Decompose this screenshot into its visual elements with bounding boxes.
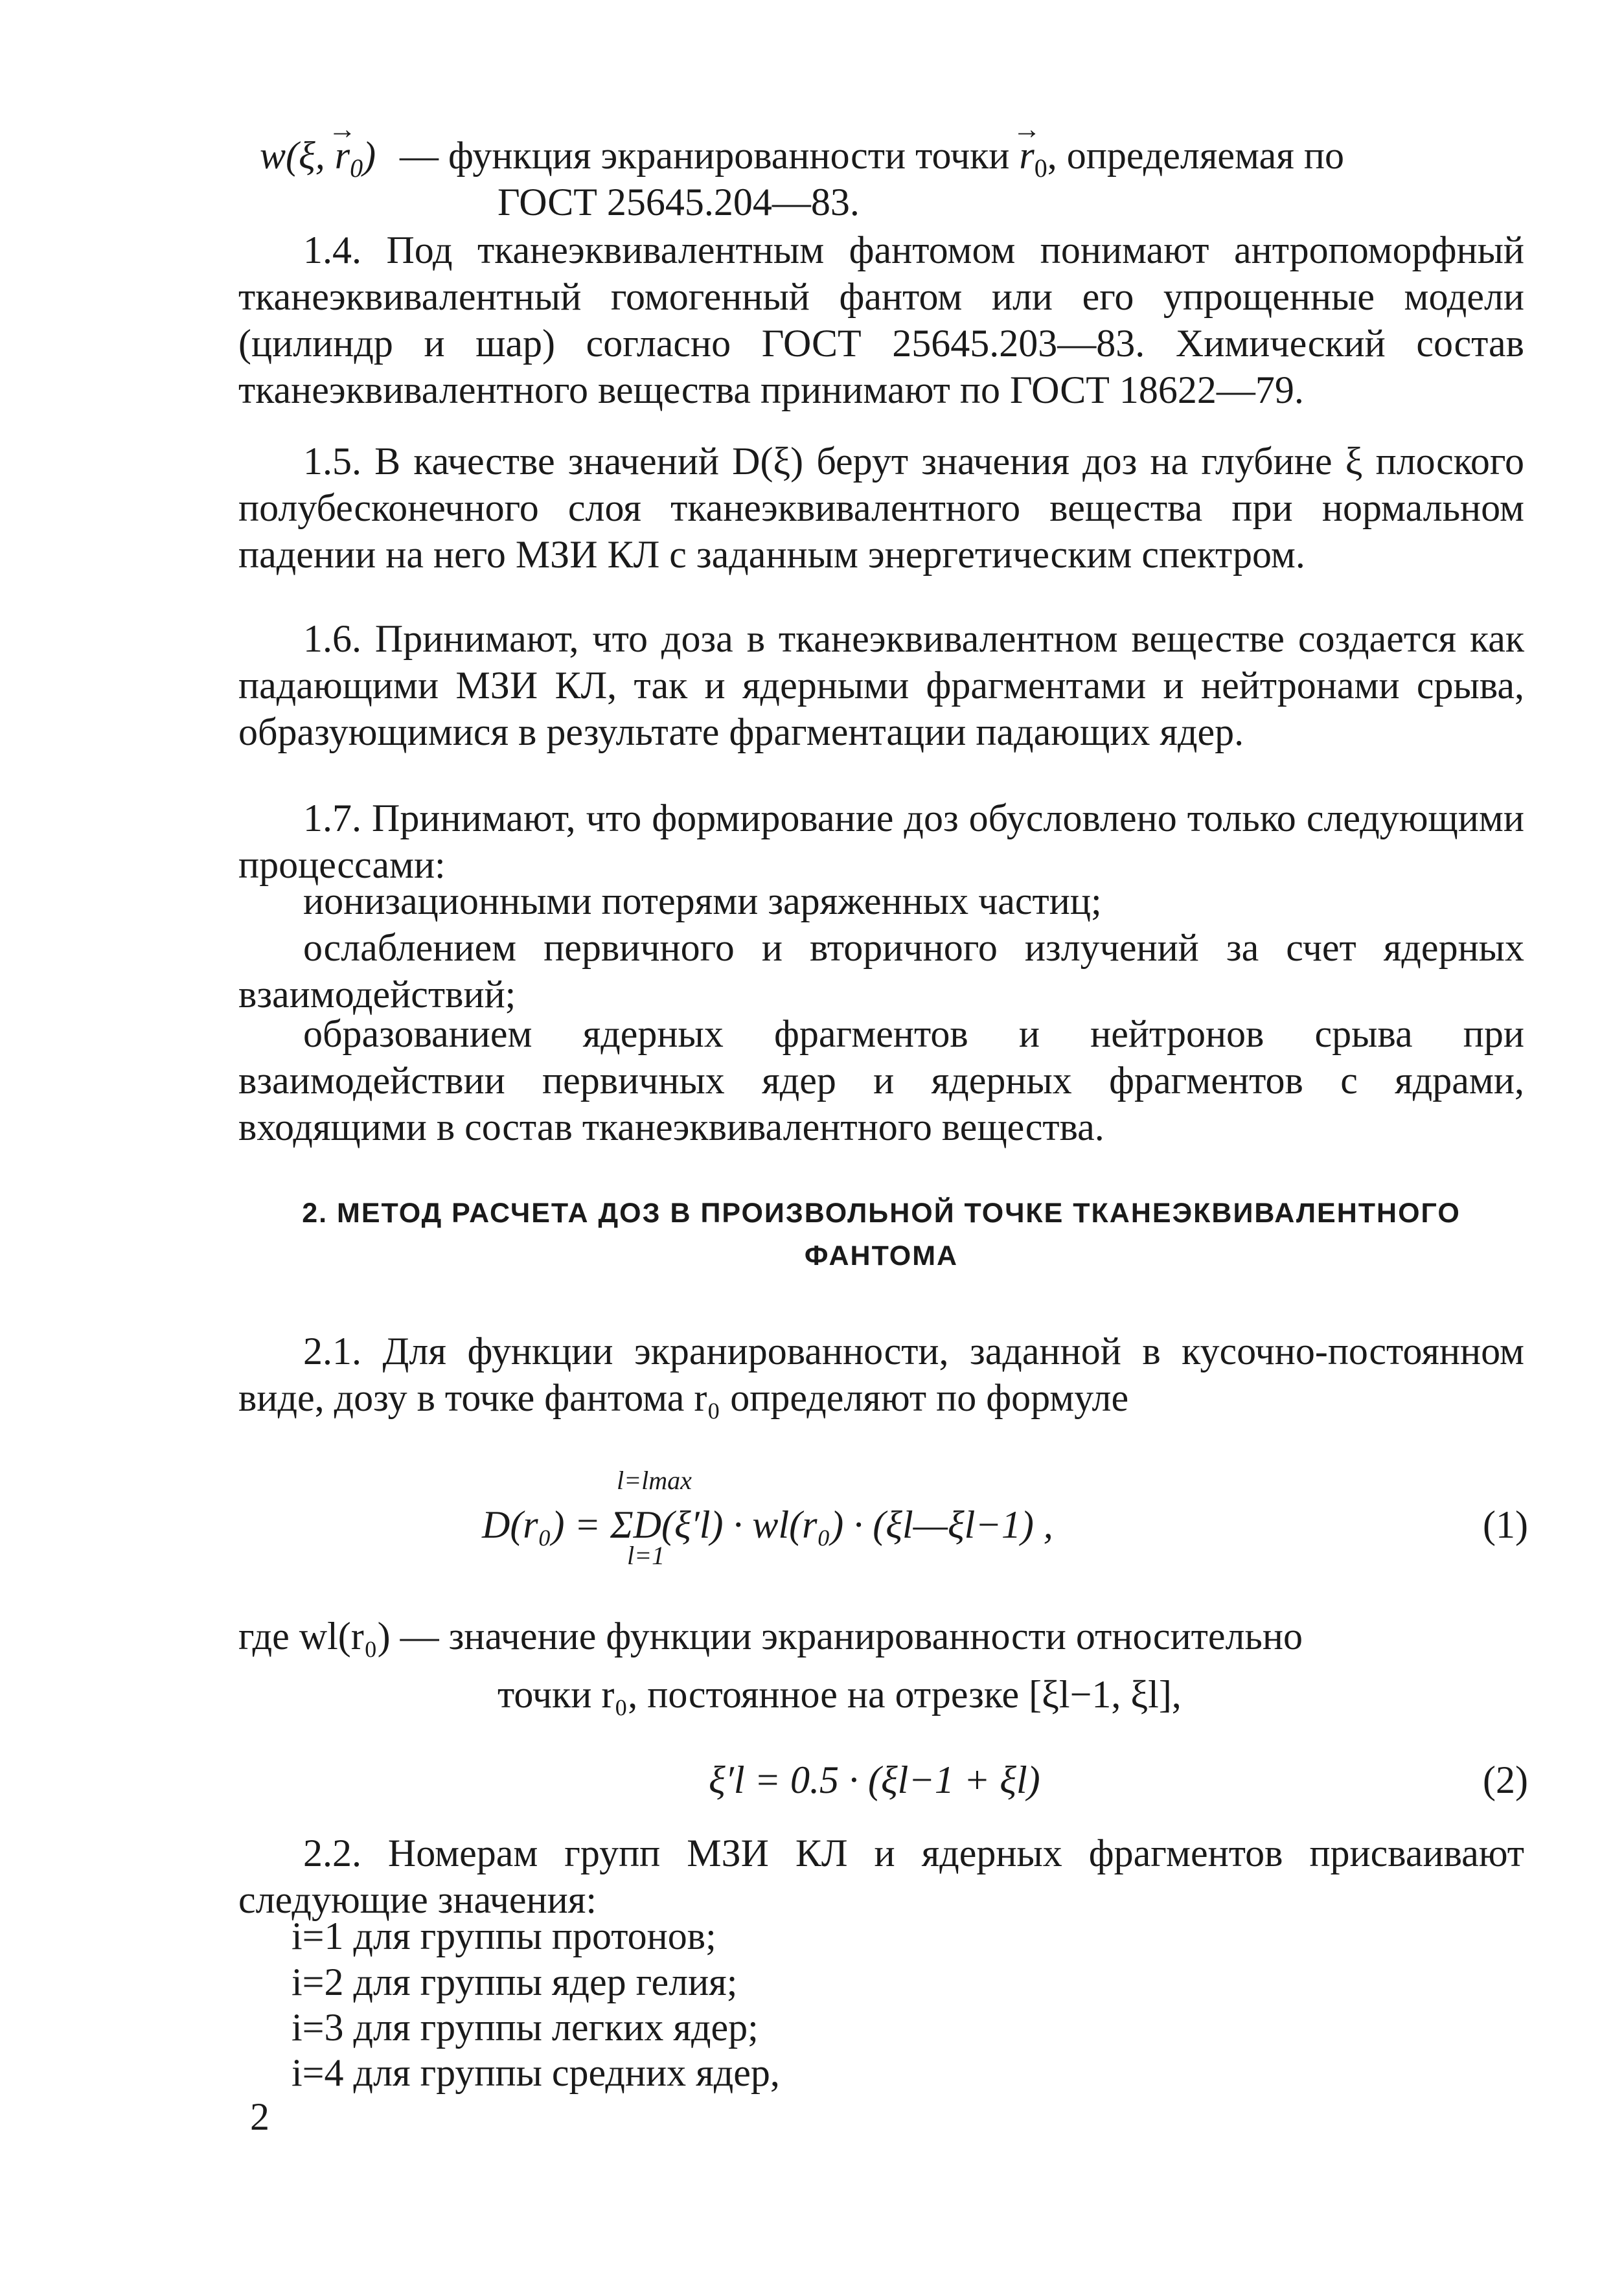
paragraph-2-1: 2.1. Для функции экранированности, заданной в кусочно-постоянном виде, дозу в точке фантома r₀ определяют по формуле — [238, 1330, 1524, 1419]
formula-1-lower-limit: l=1 — [627, 1541, 665, 1570]
paragraph-2-2: 2.2. Номерам групп МЗИ КЛ и ядерных фрагментов присваивают следующие значения: — [238, 1832, 1524, 1921]
list-item-group-1: i=1 для группы протонов; — [292, 1915, 716, 1957]
list-item-group-3: i=3 для группы легких ядер; — [292, 2006, 759, 2049]
formula-1-where: где wl(r₀) — значение функции экранированности относительно — [238, 1615, 1303, 1657]
formula-1-number: (1) — [1483, 1503, 1528, 1546]
paragraph-1-7: 1.7. Принимают, что формирование доз обусловлено только следующими процессами: — [238, 797, 1524, 886]
list-item-process-2: ослаблением первичного и вторичного излучений за счет ядерных взаимодействий; — [238, 926, 1524, 1016]
page-number: 2 — [250, 2095, 269, 2138]
formula-1: D(r₀) = ΣD(ξ′l) · wl(r₀) · (ξl—ξl−1) , — [482, 1503, 1053, 1546]
formula-2-number: (2) — [1483, 1759, 1528, 1801]
paragraph-1-6: 1.6. Принимают, что доза в тканеэквивалентном веществе создается как падающими МЗИ КЛ, так и ядерными фрагментами и нейтронами срыва, образующимися в результате фрагментации падающих ядер. — [238, 617, 1524, 753]
definition-w: w(ξ, → $r_0$) — функция экранированности точки → $r_0$, определяемая по — [238, 132, 1524, 179]
formula-1-upper-limit: l=lmax — [617, 1466, 692, 1495]
paragraph-1-4: 1.4. Под тканеэквивалентным фантомом понимают антропоморфный тканеэквивалентный гомогенный фантом или его упрощенные модели (цилиндр и шар) согласно ГОСТ 25645.203—83. Химический состав тканеэквивалентного вещества принимают по ГОСТ 18622—79. — [238, 229, 1524, 411]
section-2-heading: 2. МЕТОД РАСЧЕТА ДОЗ В ПРОИЗВОЛЬНОЙ ТОЧКЕ ТКАНЕЭКВИВАЛЕНТНОГО ФАНТОМА — [302, 1198, 1461, 1271]
list-item-process-1: ионизационными потерями заряженных частиц; — [303, 880, 1102, 922]
list-item-process-3: образованием ядерных фрагментов и нейтронов срыва при взаимодействии первичных ядер и ядерных фрагментов с ядрами, входящими в состав тканеэквивалентного вещества. — [238, 1012, 1524, 1148]
definition-w-continuation: ГОСТ 25645.204—83. — [497, 181, 860, 223]
list-item-group-2: i=2 для группы ядер гелия; — [292, 1961, 738, 2003]
list-item-group-4: i=4 для группы средних ядер, — [292, 2051, 780, 2094]
formula-2: ξ′l = 0.5 · (ξl−1 + ξl) — [709, 1759, 1040, 1801]
formula-1-where-continuation: точки r₀, постоянное на отрезке [ξl−1, ξl], — [497, 1673, 1182, 1716]
paragraph-1-5: 1.5. В качестве значений D(ξ) берут значения доз на глубине ξ плоского полубесконечного слоя тканеэквивалентного вещества при нормальном падении на него МЗИ КЛ с заданным энергетическим спектром. — [238, 440, 1524, 576]
